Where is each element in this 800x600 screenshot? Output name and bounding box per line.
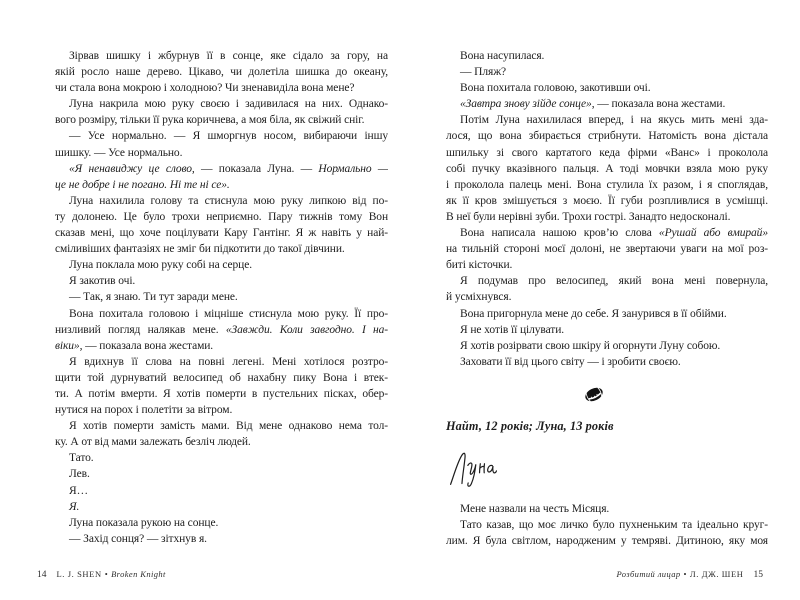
italic-text-segment: віки», (55, 339, 83, 352)
text-line (446, 533, 768, 549)
text-segment: ту долонею. Це було трохи неприємно. Пару тижнів тому Вон (55, 210, 388, 223)
text-segment: Луна нахилила голову та стиснула мою руку липкою від по- (69, 194, 388, 207)
italic-text-segment: «Завжди. Коли завгодно. І на- (225, 323, 388, 336)
football-icon (584, 385, 604, 404)
text-line (446, 322, 768, 338)
page-number-right: 15 (753, 570, 763, 580)
text-segment: — показала вона жестами. (82, 339, 214, 352)
text-segment: вого розміру, тільки її рука коричнева, а моя біла, як свіжий сніг. (55, 114, 365, 127)
text-segment: лим. Я була світлом, народженим у темряві. Дитиною, яку моя (446, 535, 768, 548)
text-line (446, 193, 768, 209)
text-segment: на тильній стороні моєї долоні, не звертаючи уваги на мої роз- (446, 243, 768, 256)
text-line (55, 257, 388, 273)
footer-book-title: Broken Knight (111, 569, 166, 579)
section-break-ornament (433, 385, 755, 404)
text-segment: сказав мені, що хоче поцілувати Кару Гантінг. Я ж навіть у най- (55, 227, 388, 240)
text-line (446, 177, 768, 193)
text-segment: якій росло наше дерево. Цікаво, чи долетіла шишка до океану, (55, 66, 388, 79)
text-line (55, 289, 388, 305)
text-line (446, 64, 768, 80)
italic-text-segment: «Завтра знову зійде сонце» (460, 98, 592, 111)
footer-separator-dot: • (683, 569, 687, 579)
text-line (55, 241, 388, 257)
text-segment: — Пляж? (460, 66, 507, 79)
text-line (55, 225, 388, 241)
text-line (55, 96, 388, 112)
text-segment: Потім Луна нахилилася вперед, і на якусь мить мені зда- (460, 114, 768, 127)
text-line (55, 402, 388, 418)
text-line (446, 338, 768, 354)
text-segment: Заховати її від цього світу — і зробити своєю. (460, 355, 681, 368)
text-segment: й усміхнувся. (446, 291, 512, 304)
text-segment: Вона написала нашою кров’ю слова (460, 227, 659, 240)
text-line (55, 273, 388, 289)
text-segment: ти. А потім вмерти. Я хотів померти в пустельних пісках, обер- (55, 387, 388, 400)
text-line (55, 466, 388, 482)
text-segment: Я вдихнув її слова на повні легені. Мені хотілося розтро- (69, 355, 388, 368)
text-line (446, 517, 768, 533)
italic-text-segment: Я. (69, 500, 80, 513)
luna-signature-script (448, 449, 498, 493)
footer-separator-dot: • (104, 569, 109, 579)
text-line (446, 209, 768, 225)
text-line (55, 112, 388, 128)
text-segment: В неї були нерівні зуби. Трохи гострі. Занадто недосконалі. (446, 210, 731, 223)
text-line (55, 128, 388, 144)
left-page-footer (37, 569, 166, 580)
text-line (55, 418, 388, 434)
text-line (55, 434, 388, 450)
text-segment: собі пучку вказівного пальця. А тоді мовчки взяла мою руку (446, 162, 768, 175)
text-segment: Я хотів померти замість мами. Від мене однаково нема тол- (69, 420, 388, 433)
text-segment: чи стала вона мокрою і холодною? Чи зненавиділа вона мене? (55, 82, 355, 95)
text-segment: лося, що вона збирається стрибнути. Натомість вона дістала (446, 130, 768, 143)
text-segment: Тато. (69, 452, 94, 465)
text-line (55, 193, 388, 209)
text-line (55, 48, 388, 64)
text-segment: як її кров змішується з моєю. Її губи розпливлися в усмішці. (446, 194, 768, 207)
text-segment: низливий погляд налякав мене. (55, 323, 226, 336)
page-left-text-block (55, 48, 388, 547)
text-line (55, 145, 388, 161)
text-line (446, 501, 768, 517)
text-line (446, 289, 768, 305)
text-line (446, 48, 768, 64)
text-line (446, 257, 768, 273)
text-segment: биті кісточки. (446, 259, 513, 272)
chapter-signature-luna (448, 449, 768, 493)
page-number-left: 14 (37, 570, 47, 580)
text-line (446, 273, 768, 289)
footer-author-name: L. J. SHEN (56, 569, 102, 579)
text-line (55, 80, 388, 96)
text-segment: ку. А от від мами залежать безліч людей. (55, 436, 251, 449)
italic-text-segment: «Рушай або вмирай» (658, 227, 768, 240)
page-right-text-block (446, 48, 768, 549)
text-segment: сміливіших фантазіях не зміг би підкотити до такої дівчини. (55, 243, 345, 256)
text-segment: шишку. — Усе нормально. (55, 146, 183, 159)
text-line (446, 112, 768, 128)
footer-book-title-ukrainian: Розбитий лицар (616, 569, 681, 579)
text-segment: Луна поклала мою руку собі на серце. (69, 259, 252, 272)
text-segment: , — показала вона жестами. (591, 98, 726, 111)
text-line (55, 483, 388, 499)
text-line (55, 177, 388, 193)
text-line (55, 354, 388, 370)
text-segment: Мене назвали на честь Місяця. (460, 502, 610, 515)
text-line (55, 338, 388, 354)
text-line (446, 354, 768, 370)
text-segment: Вона похитала головою, закотивши очі. (460, 82, 651, 95)
text-segment: Луна накрила мою руку своєю і задивилася на них. Однако- (69, 98, 388, 111)
text-segment: Зірвав шишку і жбурнув її в сонце, яке сідало за гору, на (69, 50, 388, 62)
text-line (446, 80, 768, 96)
text-segment: Вона насупилася. (460, 50, 545, 62)
footer-author-name-ukrainian: Л. ДЖ. ШЕН (689, 569, 744, 579)
text-line (446, 225, 768, 241)
text-line (446, 161, 768, 177)
text-segment: Луна показала рукою на сонце. (69, 516, 219, 529)
text-segment: Лев. (69, 468, 90, 481)
text-segment: — Усе нормально. — Я шморгнув носом, вибираючи іншу (69, 130, 388, 143)
text-line (446, 306, 768, 322)
text-line (55, 386, 388, 402)
text-line (55, 531, 388, 547)
text-segment: шпильку зі свого картатого кеда фірми «Ванс» і проколола (446, 146, 768, 159)
italic-text-segment: Нормально — (318, 162, 388, 175)
text-line (55, 209, 388, 225)
text-segment: Тато казав, що моє личко було пухненьким та ідеально круг- (460, 518, 768, 531)
text-line (446, 96, 768, 112)
text-line (55, 306, 388, 322)
text-segment: Я не хотів її цілувати. (460, 323, 565, 336)
italic-text-segment: «Я ненавиджу це слово, (69, 162, 195, 175)
text-line (446, 128, 768, 144)
text-line (55, 161, 388, 177)
text-segment: Я подумав про велосипед, який вона мені повернула, (460, 275, 768, 288)
text-line (55, 499, 388, 515)
text-line (55, 450, 388, 466)
right-page-footer (616, 569, 763, 580)
text-segment: Вона пригорнула мене до себе. Я занурився в її обійми. (460, 307, 727, 320)
text-segment: Я хотів розірвати свою шкіру й огорнути Луну собою. (460, 339, 721, 352)
text-line (446, 241, 768, 257)
text-line (446, 145, 768, 161)
age-caption: Найт, 12 років; Луна, 13 років (446, 418, 614, 433)
text-line (55, 370, 388, 386)
text-line (55, 322, 388, 338)
text-segment: Я… (69, 484, 88, 497)
text-segment: — Захід сонця? — зітхнув я. (69, 532, 207, 545)
text-segment: щити той дурнуватий велосипед об нахабну пику Вона і втек- (55, 371, 388, 384)
text-segment: нутися на порох і полетіти за вітром. (55, 404, 233, 417)
text-segment: Вона похитала головою і міцніше стиснула мою руку. Її про- (69, 307, 388, 320)
italic-text-segment: це не добре і не погано. Ні те ні се». (55, 178, 230, 191)
text-segment: Я закотив очі. (69, 275, 136, 288)
text-segment: і проколола палець мені. Вона стулила їх разом, і я споглядав, (446, 178, 768, 191)
text-segment: — Так, я знаю. Ти тут заради мене. (69, 291, 238, 304)
text-segment: — показала Луна. — (194, 162, 319, 175)
text-line (55, 515, 388, 531)
text-line (55, 64, 388, 80)
